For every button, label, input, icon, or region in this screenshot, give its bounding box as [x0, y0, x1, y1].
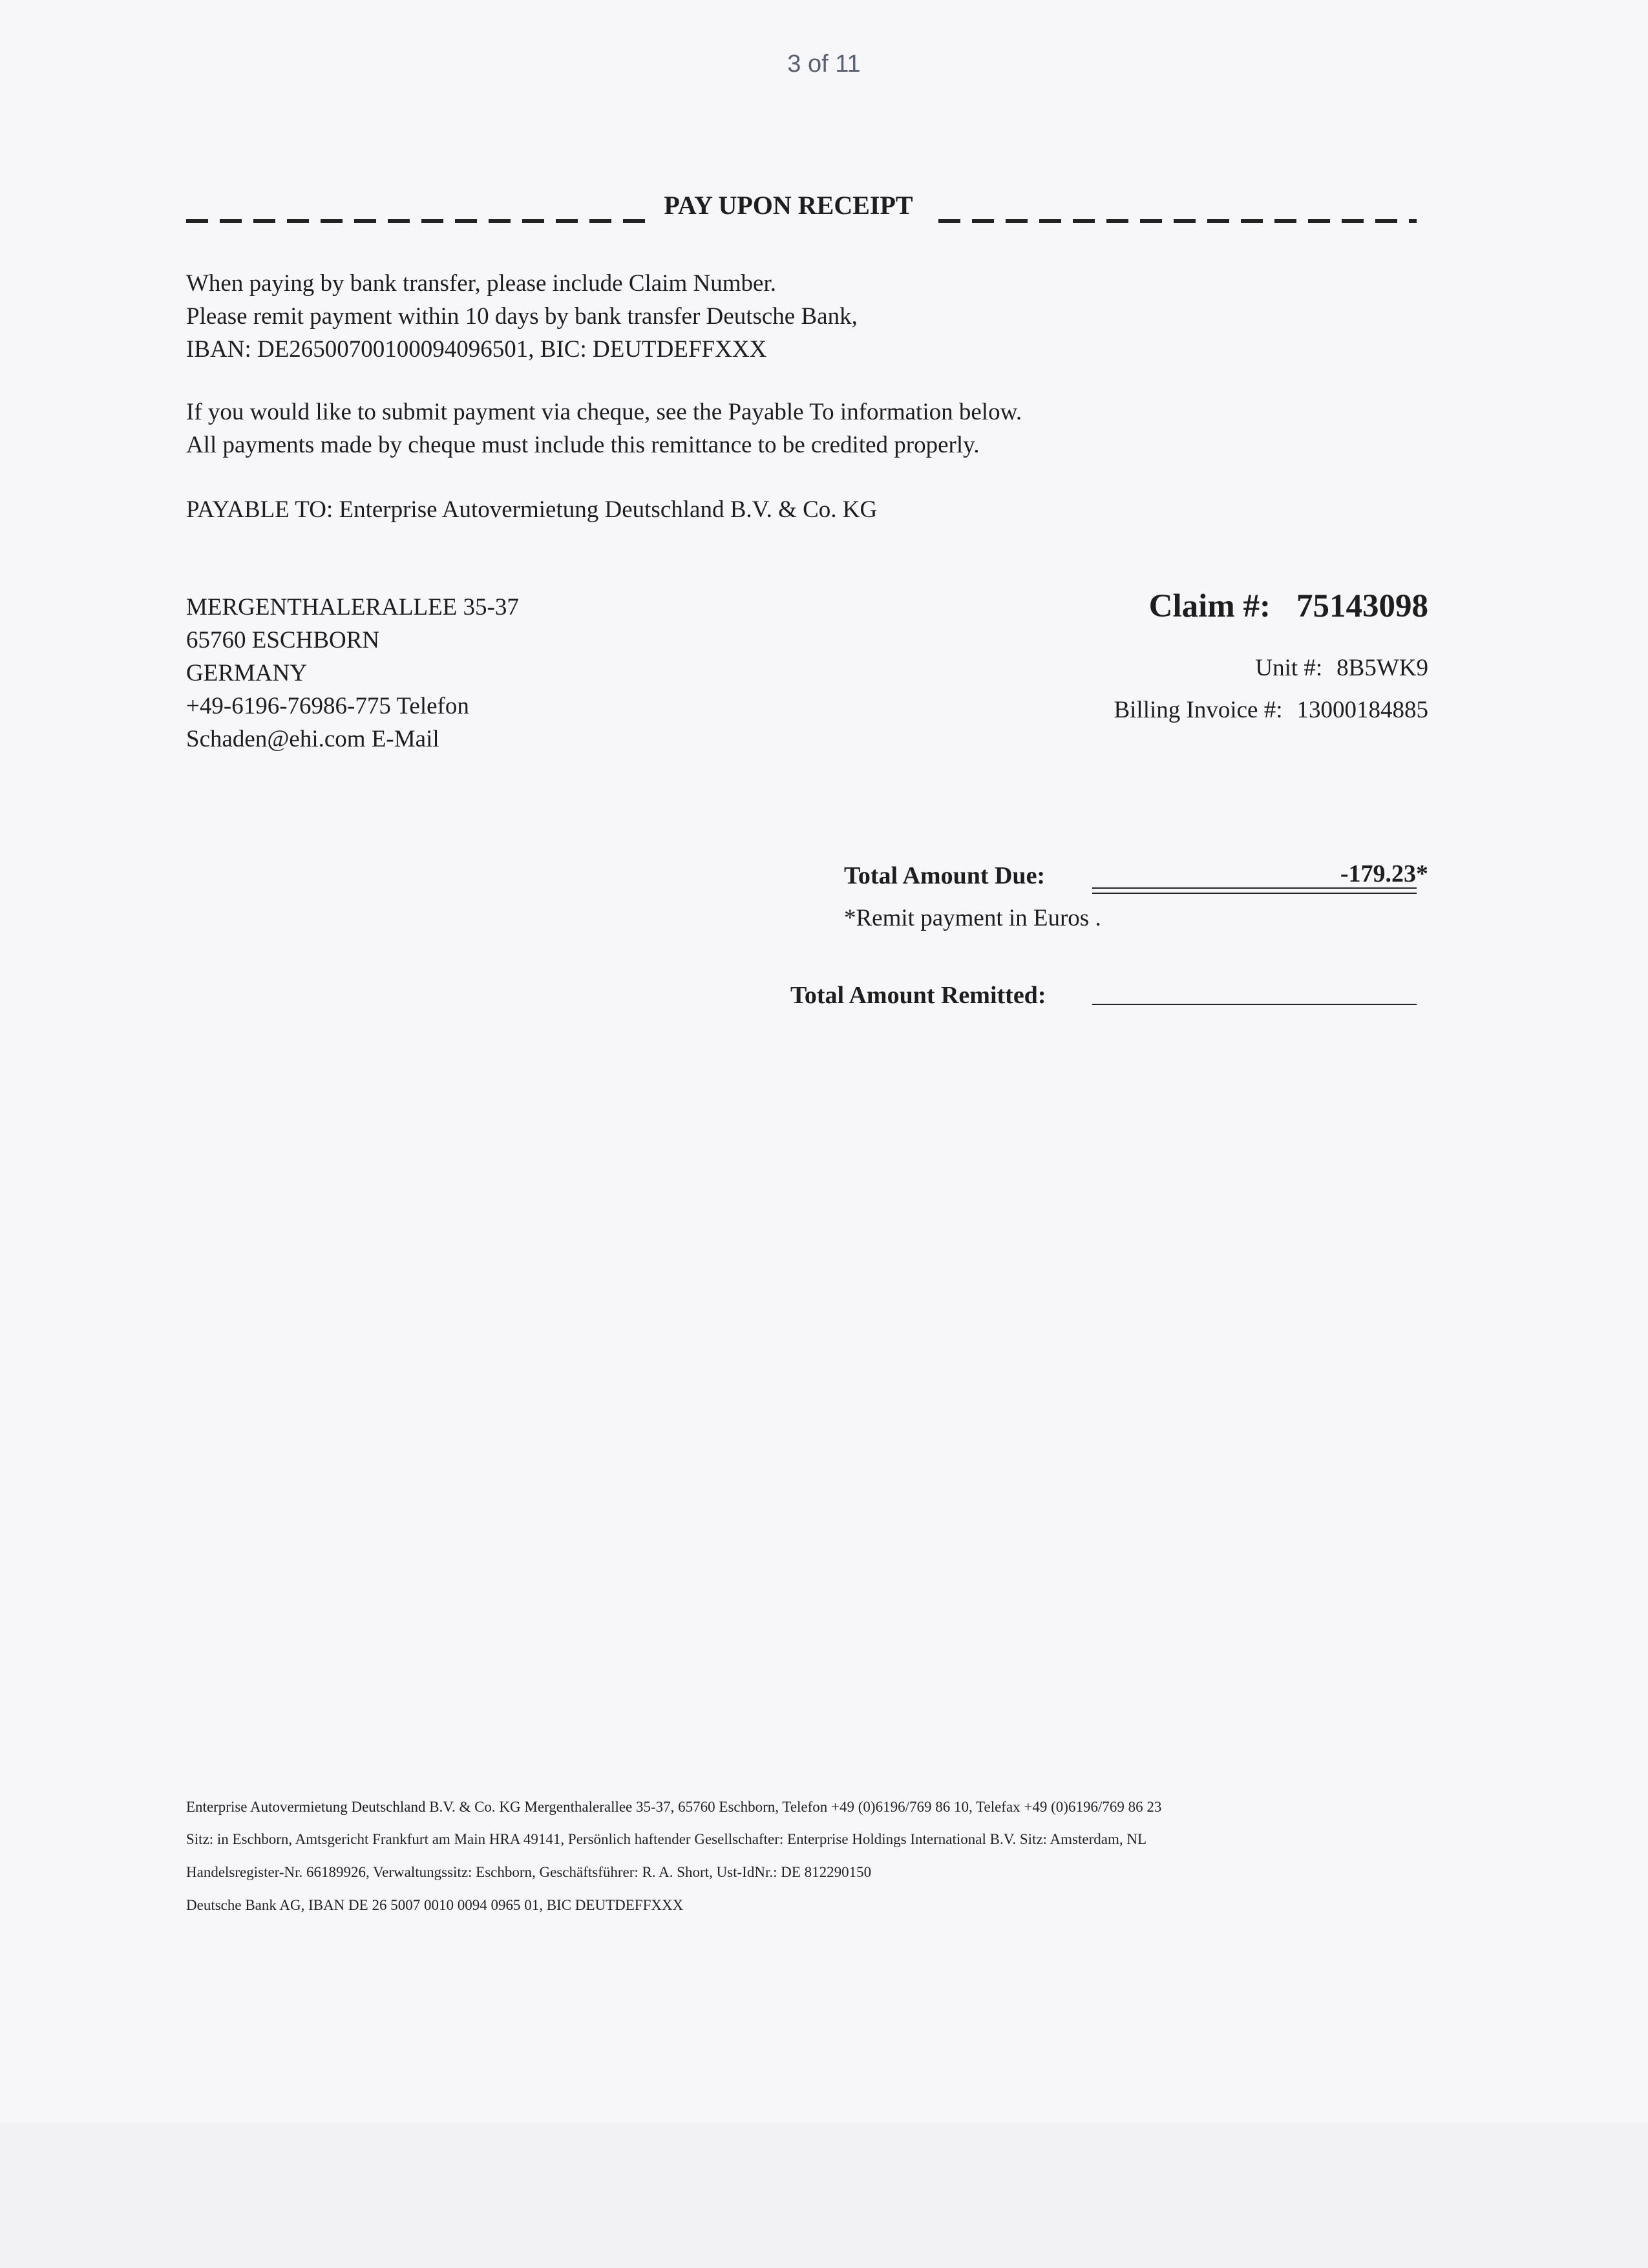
billing-invoice-label: Billing Invoice #:	[1114, 697, 1283, 723]
cheque-instructions	[186, 396, 1022, 461]
address-country: GERMANY	[186, 660, 308, 686]
address-email: Schaden@ehi.com E-Mail	[186, 726, 439, 752]
footer-company-line: Enterprise Autovermietung Deutschland B.V. & Co. KG Mergenthalerallee 35-37, 65760 Eschborn, Telefon +49 (0)6196/769 86 10, Telefax +49 (0)6196/769 86 23	[186, 1799, 1162, 1815]
address-city: 65760 ESCHBORN	[186, 627, 380, 653]
instruction-line: If you would like to submit payment via cheque, see the Payable To information below.	[186, 399, 1022, 425]
bank-transfer-instructions	[186, 267, 858, 366]
billing-invoice-number	[1114, 696, 1428, 724]
scan-background	[0, 2123, 1648, 2268]
payee-address	[186, 591, 519, 756]
address-phone: +49-6196-76986-775 Telefon	[186, 693, 469, 719]
dashed-line-left	[186, 219, 646, 223]
total-due-underline-double	[1092, 893, 1417, 894]
unit-number	[1255, 654, 1428, 682]
instruction-line: All payments made by cheque must include this remittance to be credited properly.	[186, 432, 980, 458]
iban-line: IBAN: DE26500700100094096501, BIC: DEUTDEFFXXX	[186, 336, 767, 363]
footer-register-line: Handelsregister-Nr. 66189926, Verwaltungssitz: Eschborn, Geschäftsführer: R. A. Short, Ust-IdNr.: DE 812290150	[186, 1864, 872, 1880]
address-street: MERGENTHALERALLEE 35-37	[186, 594, 519, 620]
dashed-line-right	[938, 219, 1417, 223]
claim-value: 75143098	[1296, 588, 1428, 624]
footer-registration-line: Sitz: in Eschborn, Amtsgericht Frankfurt am Main HRA 49141, Persönlich haftender Gesellschafter: Enterprise Holdings International B.V. Sitz: Amsterdam, NL	[186, 1831, 1146, 1847]
total-due-value: -179.23*	[1340, 860, 1428, 887]
unit-label: Unit #:	[1255, 655, 1323, 681]
remit-note: *Remit payment in Euros .	[844, 905, 1101, 931]
claim-label: Claim #:	[1148, 588, 1271, 624]
page-heading: PAY UPON RECEIPT	[664, 191, 913, 220]
billing-invoice-value: 13000184885	[1296, 697, 1428, 723]
page-number: 3 of 11	[787, 50, 861, 78]
total-remitted-label: Total Amount Remitted:	[790, 982, 1046, 1009]
total-due-underline	[1092, 887, 1417, 889]
claim-number	[1149, 588, 1428, 625]
total-remitted-field[interactable]	[1092, 1004, 1417, 1005]
unit-value: 8B5WK9	[1336, 655, 1428, 681]
instruction-line: When paying by bank transfer, please include Claim Number.	[186, 270, 776, 297]
footer-bank-line: Deutsche Bank AG, IBAN DE 26 5007 0010 0094 0965 01, BIC DEUTDEFFXXX	[186, 1897, 684, 1913]
payable-to: PAYABLE TO: Enterprise Autovermietung Deutschland B.V. & Co. KG	[186, 496, 878, 523]
instruction-line: Please remit payment within 10 days by bank transfer Deutsche Bank,	[186, 303, 858, 330]
total-due-label: Total Amount Due:	[844, 862, 1046, 889]
